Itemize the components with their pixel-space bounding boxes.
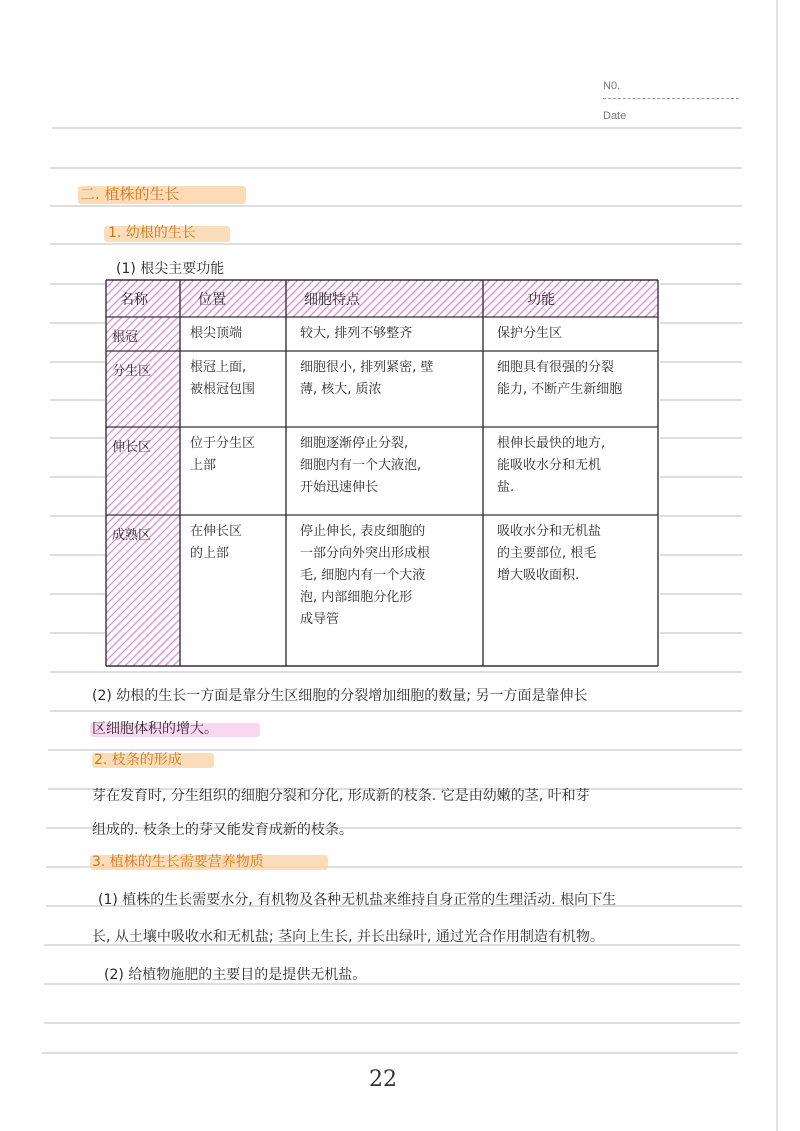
table-cell-name <box>106 427 180 515</box>
cell-line: 根尖顶端 <box>190 326 243 341</box>
table-cell-function <box>483 351 658 427</box>
table-cell-function <box>483 427 658 515</box>
section-title: 二. 植株的生长 <box>80 185 180 203</box>
cell-line: 细胞很小, 排列紧密, 壁 <box>300 360 434 375</box>
no-label: N0. <box>603 80 621 92</box>
subsection3-line-3: (2) 给植物施肥的主要目的是提供无机盐。 <box>104 967 367 983</box>
table-cell-function <box>483 317 658 351</box>
subsection2-line-2: 组成的. 枝条上的芽又能发育成新的枝条。 <box>92 822 353 838</box>
item2-line-1: (2) 幼根的生长一方面是靠分生区细胞的分裂增加细胞的数量; 另一方面是靠伸长 <box>92 688 588 704</box>
cell-line: 上部 <box>190 458 217 473</box>
table-row <box>106 317 658 351</box>
item2-line-2: 区细胞体积的增大。 <box>92 721 218 737</box>
cell-line: 根冠上面, <box>190 360 247 375</box>
table-cell-features <box>286 515 483 666</box>
col-header-function: 功能 <box>527 291 555 308</box>
subsection3-line-1: (1) 植株的生长需要水分, 有机物及各种无机盐来维持自身正常的生理活动. 根向下生 <box>98 892 617 908</box>
table-row <box>106 351 658 427</box>
cell-line: 一部分向外突出形成根 <box>300 546 431 561</box>
table-row <box>106 427 658 515</box>
table-cell-function <box>483 515 658 666</box>
cell-line: 在伸长区 <box>190 524 243 539</box>
subsection3-line-2: 长, 从土壤中吸收水和无机盐; 茎向上生长, 并长出绿叶, 通过光合作用制造有机物。 <box>92 929 604 945</box>
table-cell-position <box>180 317 286 351</box>
row-name: 成熟区 <box>112 528 152 543</box>
table-row <box>106 515 658 666</box>
cell-line: 根伸长最快的地方, <box>497 436 606 451</box>
table-cell-name <box>106 317 180 351</box>
cell-line: 能力, 不断产生新细胞 <box>497 382 623 397</box>
subsection2-title: 2. 枝条的形成 <box>94 752 182 768</box>
cell-line: 增大吸收面积. <box>497 568 580 583</box>
date-label: Date <box>603 110 627 122</box>
cell-line: 细胞内有一个大液泡, <box>300 458 422 473</box>
row-name: 根冠 <box>112 330 139 345</box>
cell-line: 能吸收水分和无机 <box>497 458 602 473</box>
table-cell-name <box>106 515 180 666</box>
root-tip-table <box>106 280 658 666</box>
table-cell-features <box>286 351 483 427</box>
cell-line: 细胞逐渐停止分裂, <box>300 436 409 451</box>
table-cell-name <box>106 351 180 427</box>
cell-line: 开始迅速伸长 <box>300 480 379 495</box>
subsection1-title: 1. 幼根的生长 <box>108 225 196 241</box>
cell-line: 位于分生区 <box>190 436 256 451</box>
subsection2-line-1: 芽在发育时, 分生组织的细胞分裂和分化, 形成新的枝条. 它是由幼嫩的茎, 叶和芽 <box>92 788 590 804</box>
table-header-row <box>106 280 658 317</box>
cell-line: 保护分生区 <box>497 326 563 341</box>
table-cell-position <box>180 515 286 666</box>
row-name: 分生区 <box>112 364 152 379</box>
col-header-position: 位置 <box>198 291 226 308</box>
cell-line: 吸收水分和无机盐 <box>497 524 602 539</box>
cell-line: 薄, 核大, 质浓 <box>300 382 382 397</box>
cell-line: 的上部 <box>190 546 230 561</box>
row-name: 伸长区 <box>112 440 152 455</box>
subsection3-title: 3. 植株的生长需要营养物质 <box>92 854 264 870</box>
table-cell-position <box>180 427 286 515</box>
cell-line: 停止伸长, 表皮细胞的 <box>300 524 426 539</box>
cell-line: 泡, 内部细胞分化形 <box>300 590 413 605</box>
cell-line: 细胞具有很强的分裂 <box>497 360 615 375</box>
table-caption: (1) 根尖主要功能 <box>116 261 225 277</box>
table-cell-features <box>286 317 483 351</box>
cell-line: 盐. <box>497 480 515 495</box>
table-cell-position <box>180 351 286 427</box>
col-header-features: 细胞特点 <box>304 291 360 308</box>
cell-line: 的主要部位, 根毛 <box>497 546 597 561</box>
cell-line: 被根冠包围 <box>190 382 256 397</box>
cell-line: 毛, 细胞内有一个大液 <box>300 568 426 583</box>
col-header-name: 名称 <box>120 291 148 308</box>
cell-line: 较大, 排列不够整齐 <box>300 326 413 341</box>
table-cell-features <box>286 427 483 515</box>
page-number: 22 <box>369 1067 397 1092</box>
cell-line: 成导管 <box>300 612 340 627</box>
